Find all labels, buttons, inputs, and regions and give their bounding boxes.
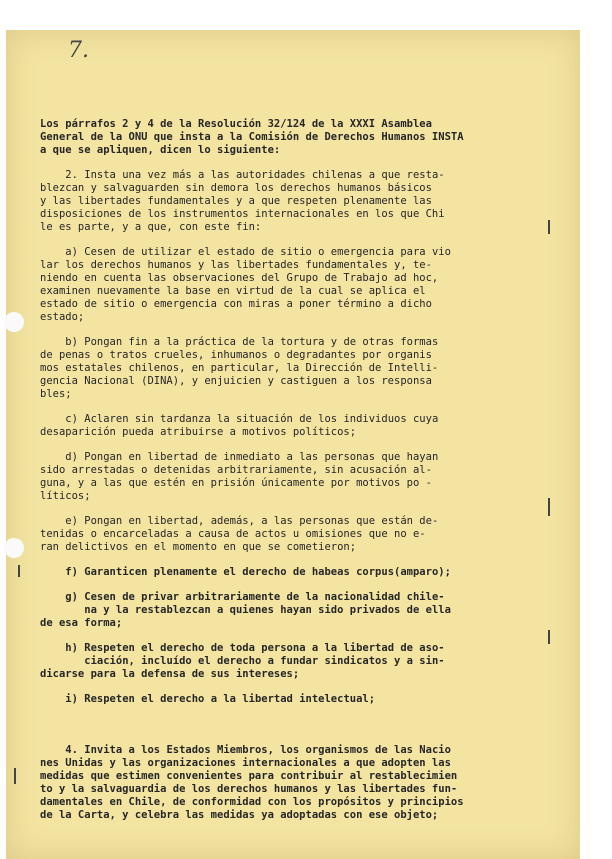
- item-b: b) Pongan fin a la práctica de la tortura y de otras formas de penas o tratos crueles, inhumanos o degradantes por organis mos estatales chilenos, en particular, la Dirección de Intelli- gencia Nacional (DINA), y enjuicien y castiguen a los responsa bles;: [40, 336, 439, 400]
- punch-hole-top: [4, 312, 24, 332]
- item-e: e) Pongan en libertad, además, a las personas que están de- tenidas o encarceladas a causa de actos u omisiones que no e- ran delictivos en el momento en que se cometieron;: [40, 515, 439, 553]
- paragraph-2: 2. Insta una vez más a las autoridades chilenas a que resta- blezcan y salvaguarden sin demora los derechos humanos básicos y las libertades fundamentales y a que respeten plenamente las disposiciones de los instrumentos internacionales en los que Chi le es parte, y a que, con este fin:: [40, 169, 445, 233]
- item-a: a) Cesen de utilizar el estado de sitio o emergencia para vio lar los derechos humanos y las libertades fundamentales y, te- niendo en cuenta las observaciones del Grupo de Trabajo ad hoc, examinen nuevamente la base en virtud de la cual se aplica el estado de sitio o emergencia con miras a poner término a dicho estado;: [40, 246, 451, 323]
- item-c: c) Aclaren sin tardanza la situación de los individuos cuya desaparición pueda atribuirse a motivos políticos;: [40, 413, 439, 438]
- margin-mark: [14, 768, 16, 784]
- punch-hole-bottom: [4, 538, 24, 558]
- margin-mark: [548, 498, 550, 516]
- item-i: i) Respeten el derecho a la libertad intelectual;: [40, 693, 376, 705]
- intro-paragraph: Los párrafos 2 y 4 de la Resolución 32/124 de la XXXI Asamblea General de la ONU que insta a la Comisión de Derechos Humanos INSTA a que se apliquen, dicen lo siguiente:: [40, 118, 464, 156]
- margin-mark: [548, 220, 550, 234]
- item-h: h) Respeten el derecho de toda persona a la libertad de aso- ciación, incluído el derecho a fundar sindicatos y a sin- dicarse para la defensa de sus intereses;: [40, 642, 445, 680]
- margin-mark: [18, 565, 20, 577]
- margin-mark: [548, 630, 550, 644]
- item-g: g) Cesen de privar arbitrariamente de la nacionalidad chile- na y la restablezcan a quienes hayan sido privados de ella de esa forma;: [40, 591, 451, 629]
- item-d: d) Pongan en libertad de inmediato a las personas que hayan sido arrestadas o detenidas arbitrariamente, sin acusación al- guna, y a las que estén en prisión únicamente por motivos po - líticos;: [40, 451, 439, 502]
- page-number: 7.: [68, 38, 89, 63]
- item-f: f) Garanticen plenamente el derecho de habeas corpus(amparo);: [40, 566, 451, 578]
- document-body: [40, 118, 545, 834]
- paragraph-4: 4. Invita a los Estados Miembros, los organismos de las Nacio nes Unidas y las organizaciones internacionales a que adopten las medidas que estimen convenientes para contribuir al restablecimien to y la salvaguardia de los derechos humanos y las libertades fun- damentales en Chile, de conformidad con los propósitos y principios de la Carta, y celebra las medidas ya adoptadas con ese objeto;: [40, 744, 464, 821]
